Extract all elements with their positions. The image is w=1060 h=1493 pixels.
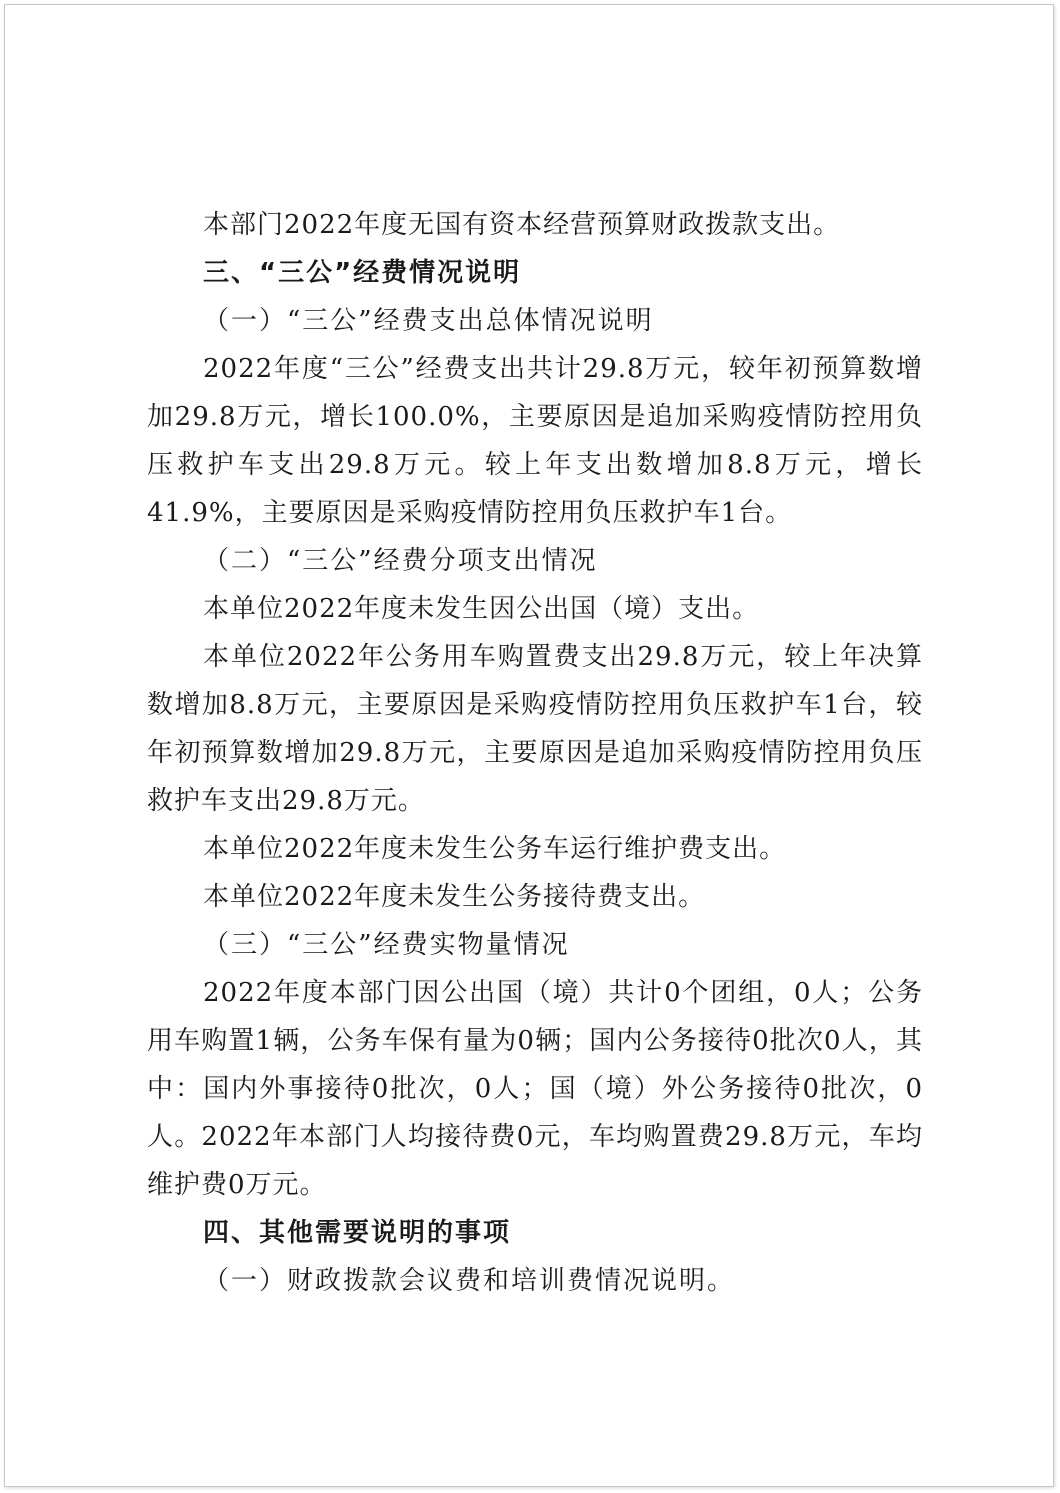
paragraph-vehicle-maintenance: 本单位2022年度未发生公务车运行维护费支出。	[203, 834, 787, 864]
section-heading-other-matters: 四、其他需要说明的事项	[203, 1218, 512, 1248]
paragraph-physical-quantity: 2022年度本部门因公出国（境）共计0个团组，0人；公务用车购置1辆，公务车保有量为0辆；国内公务接待0批次0人，其中：国内外事接待0批次，0人；国（境）外公务接待0批次，0人。2022年本部门人均接待费0元，车均购置费29.8万元，车均维护费0万元。	[147, 978, 923, 1200]
paragraph-reception-expense: 本单位2022年度未发生公务接待费支出。	[203, 882, 706, 912]
section-heading-three-public: 三、“三公”经费情况说明	[203, 258, 522, 288]
subheading-meeting-training: （一）财政拨款会议费和培训费情况说明。	[203, 1266, 736, 1296]
subheading-itemized-expense: （二）“三公”经费分项支出情况	[203, 546, 598, 576]
paragraph-overall-expense: 2022年度“三公”经费支出共计29.8万元，较年初预算数增加29.8万元，增长100.0%，主要原因是追加采购疫情防控用负压救护车支出29.8万元。较上年支出数增加8.8万元，增长41.9%，主要原因是采购疫情防控用负压救护车1台。	[147, 354, 923, 528]
subheading-overall-expense: （一）“三公”经费支出总体情况说明	[203, 306, 654, 336]
document-page	[4, 4, 1054, 1487]
paragraph-overseas-travel: 本单位2022年度未发生因公出国（境）支出。	[203, 594, 760, 624]
document-body	[147, 201, 923, 1305]
paragraph-state-capital-budget: 本部门2022年度无国有资本经营预算财政拨款支出。	[203, 210, 841, 240]
subheading-physical-quantity: （三）“三公”经费实物量情况	[203, 930, 570, 960]
paragraph-vehicle-purchase: 本单位2022年公务用车购置费支出29.8万元，较上年决算数增加8.8万元，主要原因是采购疫情防控用负压救护车1台，较年初预算数增加29.8万元，主要原因是追加采购疫情防控用负压救护车支出29.8万元。	[147, 642, 923, 816]
